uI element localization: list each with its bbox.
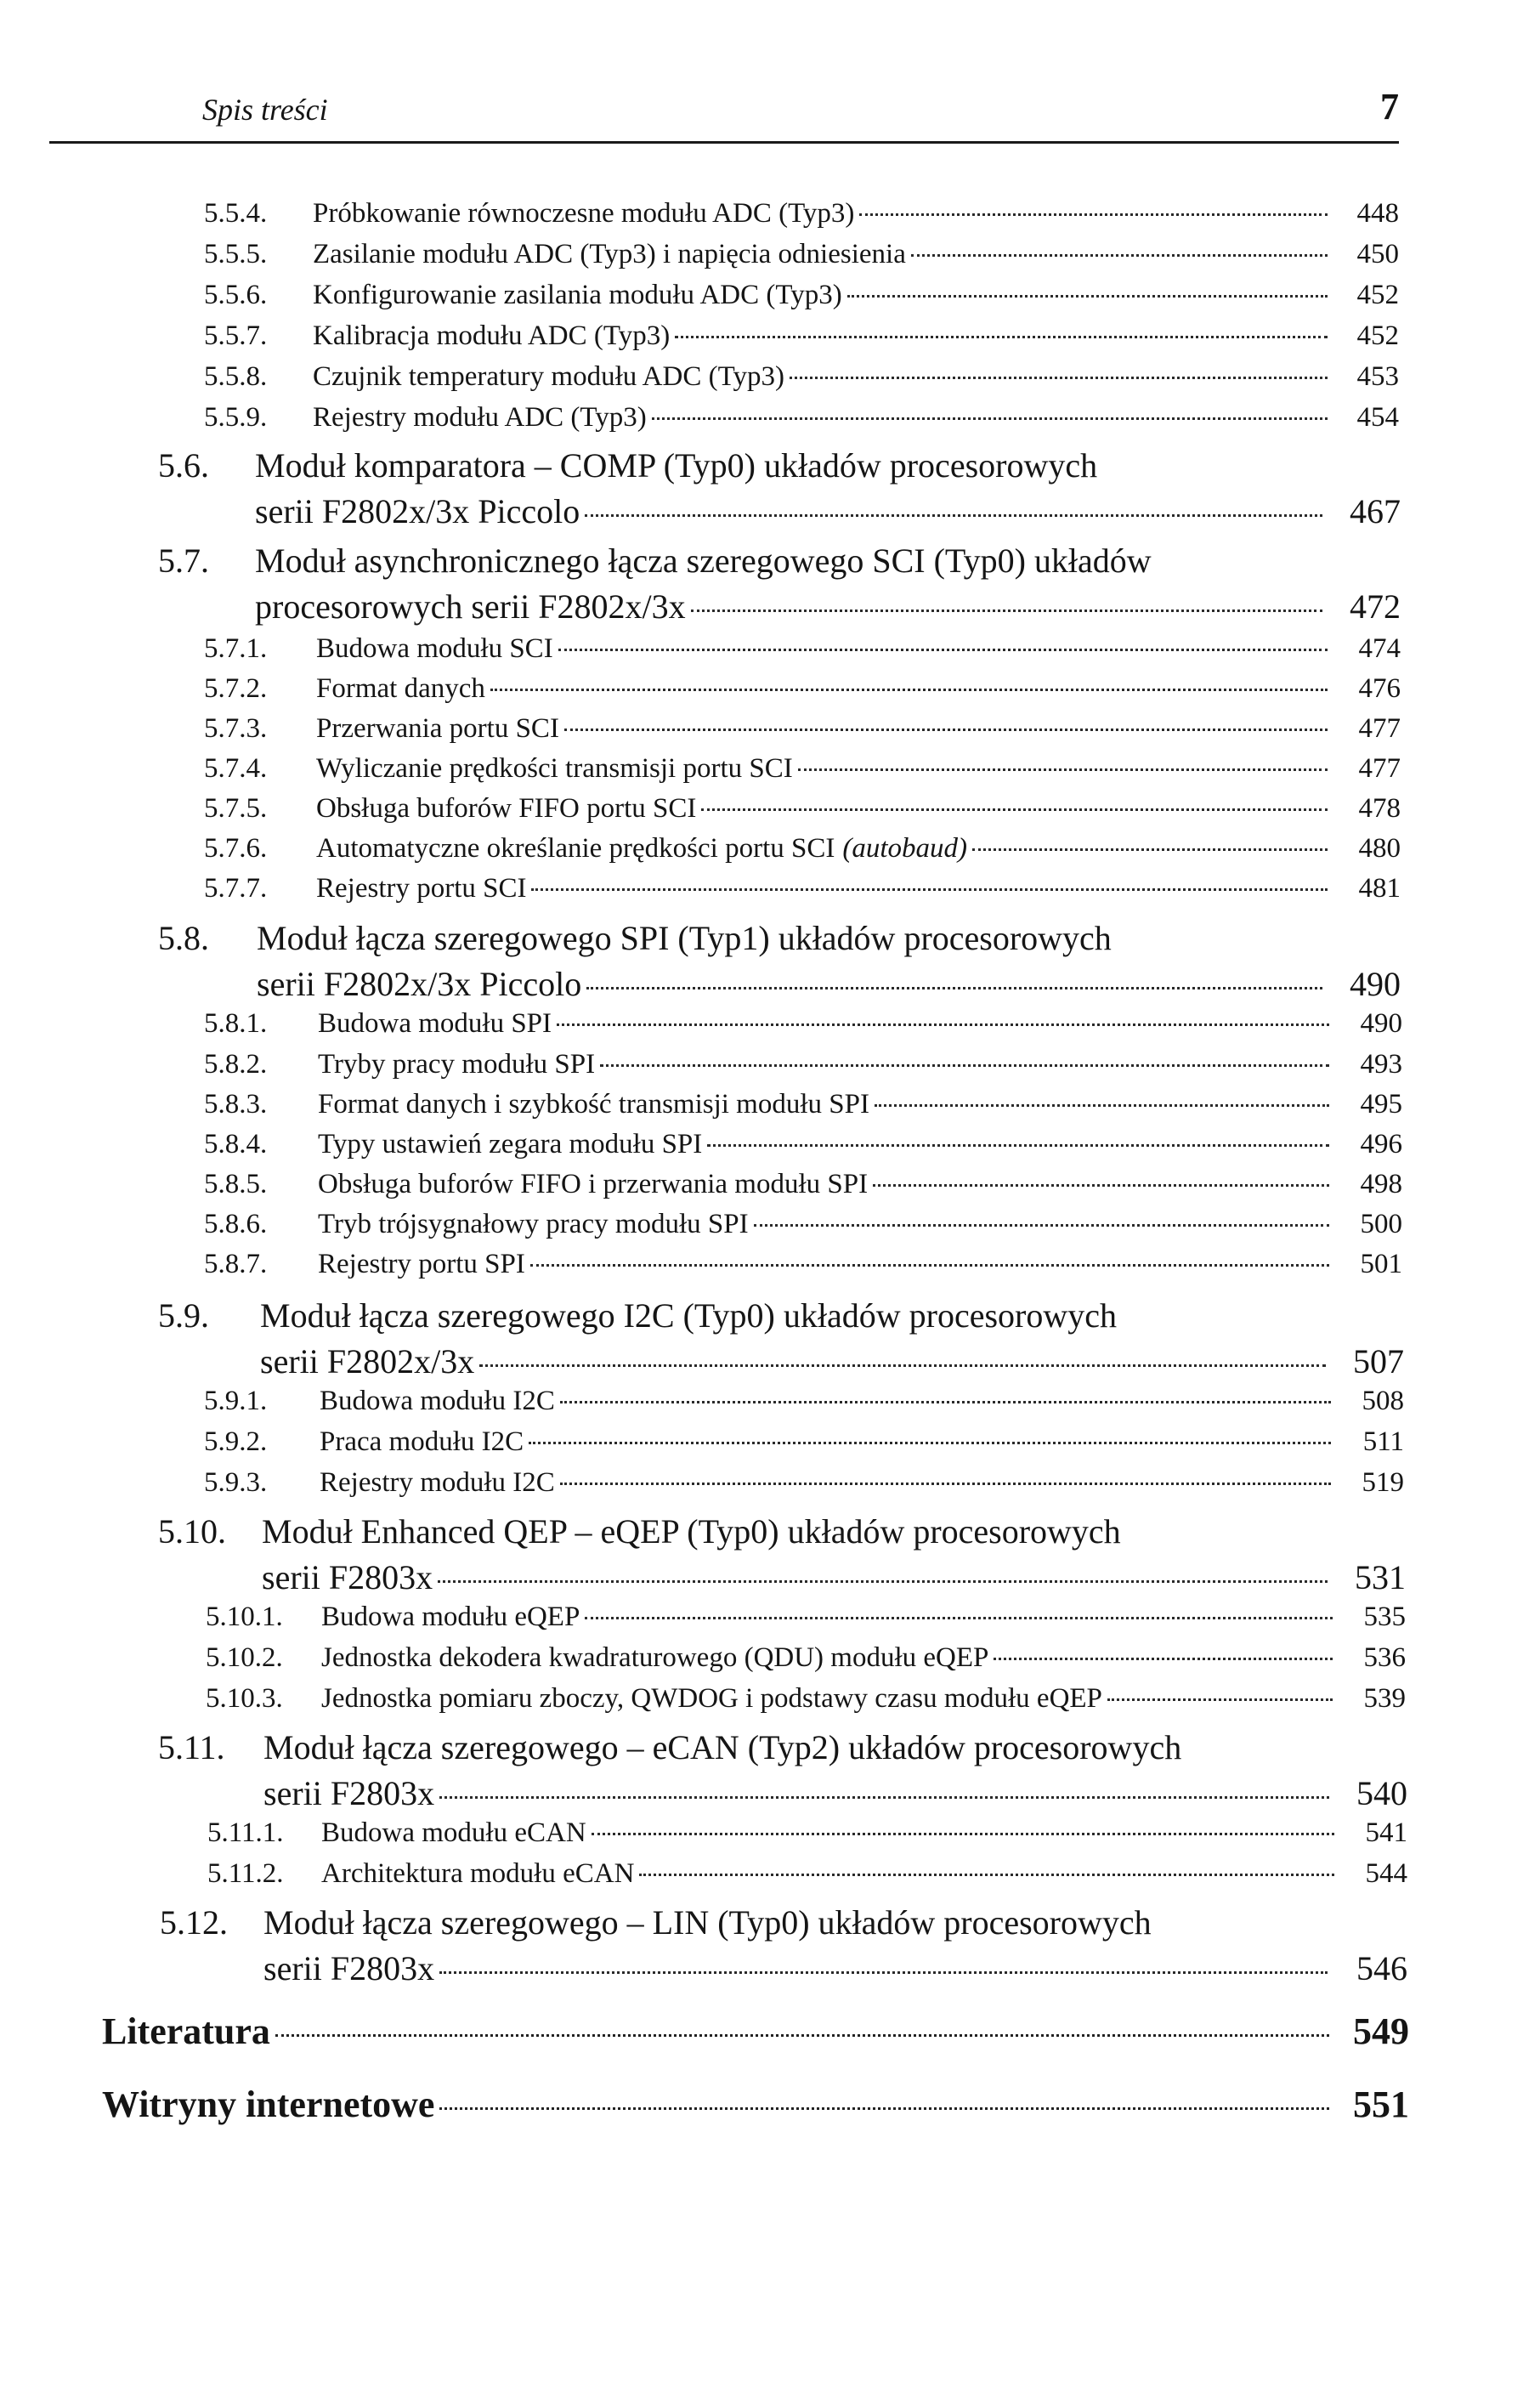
entry-number: 5.10.2.: [206, 1642, 283, 1673]
entry-number: 5.8.2.: [204, 1049, 268, 1080]
toc-entry-literatura[interactable]: [102, 2010, 1409, 2061]
dot-leader: [707, 1144, 1329, 1147]
toc-entry-5-9-2[interactable]: [204, 1426, 1404, 1464]
entry-page: 539: [1363, 1683, 1406, 1714]
toc-entry-5-8-5[interactable]: [204, 1169, 1402, 1206]
dot-leader: [754, 1224, 1329, 1227]
entry-title: Przerwania portu SCI: [316, 713, 559, 744]
entry-number: 5.7.2.: [204, 673, 268, 704]
toc-entry-5-8-1[interactable]: [204, 1008, 1402, 1046]
entry-number: 5.9.: [158, 1296, 209, 1335]
entry-number: 5.5.5.: [204, 239, 268, 269]
entry-title: Automatyczne określanie prędkości portu SCI: [316, 833, 835, 864]
toc-entry-witryny-internetowe[interactable]: [102, 2083, 1409, 2134]
dot-leader: [847, 295, 1328, 298]
dot-leader: [592, 1833, 1334, 1835]
dot-leader: [994, 1658, 1333, 1660]
entry-number: 5.8.4.: [204, 1129, 268, 1159]
entry-title-line-2: serii F2803x: [263, 1774, 435, 1812]
running-head: Spis treści: [202, 93, 328, 127]
entry-title: Rejestry portu SPI: [318, 1249, 525, 1279]
entry-title-line-2: serii F2802x/3x: [260, 1342, 475, 1381]
entry-page: 511: [1362, 1426, 1404, 1457]
entry-page: 452: [1356, 320, 1399, 351]
dot-leader: [859, 213, 1328, 216]
dot-leader: [530, 1264, 1329, 1267]
entry-page: 481: [1358, 873, 1401, 904]
entry-page: 474: [1358, 633, 1401, 664]
entry-page: 490: [1360, 1008, 1402, 1039]
toc-entry-5-10-3[interactable]: [206, 1683, 1406, 1721]
toc-entry-5-8-2[interactable]: [204, 1049, 1402, 1086]
dot-leader: [529, 1442, 1331, 1444]
entry-number: 5.8.1.: [204, 1008, 268, 1039]
entry-title: Budowa modułu eQEP: [321, 1602, 580, 1632]
entry-page: 500: [1360, 1209, 1402, 1239]
entry-page: 496: [1360, 1129, 1402, 1159]
entry-page: 450: [1356, 239, 1399, 269]
entry-title-line-2: procesorowych serii F2802x/3x: [255, 587, 686, 626]
entry-title-line-1: Moduł łącza szeregowego SPI (Typ1) układów procesorowych: [257, 919, 1112, 957]
dot-leader: [600, 1064, 1329, 1067]
entry-page: 546: [1356, 1949, 1407, 1987]
entry-title: Czujnik temperatury modułu ADC (Typ3): [313, 361, 784, 392]
dot-leader: [560, 1401, 1331, 1403]
entry-page: 544: [1365, 1858, 1407, 1889]
dot-leader: [652, 417, 1328, 420]
toc-entry-5-5-8[interactable]: [204, 361, 1399, 399]
entry-number: 5.5.7.: [204, 320, 268, 351]
toc-entry-5-11[interactable]: [158, 1727, 1407, 1821]
entry-title: Budowa modułu SCI: [316, 633, 553, 664]
dot-leader: [479, 1364, 1326, 1367]
dot-leader: [586, 987, 1322, 989]
dot-leader: [911, 254, 1328, 257]
toc-entry-5-12[interactable]: [160, 1902, 1407, 1996]
entry-page: 453: [1356, 361, 1399, 392]
entry-number: 5.7.3.: [204, 713, 268, 744]
entry-title: Obsługa buforów FIFO i przerwania modułu SPI: [318, 1169, 869, 1199]
entry-title-line-2: serii F2803x: [262, 1558, 433, 1596]
toc-entry-5-7-5[interactable]: [204, 793, 1401, 831]
entry-number: 5.8.3.: [204, 1089, 268, 1120]
entry-page: 493: [1360, 1049, 1402, 1080]
entry-title: Budowa modułu SPI: [318, 1008, 552, 1039]
entry-title: Jednostka dekodera kwadraturowego (QDU) modułu eQEP: [321, 1642, 989, 1673]
dot-leader: [675, 336, 1328, 338]
entry-page: 495: [1360, 1089, 1402, 1120]
entry-page: 477: [1358, 753, 1401, 784]
toc-entry-5-11-2[interactable]: [207, 1858, 1407, 1896]
entry-title: Format danych: [316, 673, 485, 704]
entry-number: 5.7.6.: [204, 833, 268, 864]
entry-page: 508: [1362, 1386, 1404, 1416]
entry-page: 549: [1353, 2010, 1409, 2052]
entry-title: Literatura: [102, 2010, 270, 2052]
toc-entry-5-8-3[interactable]: [204, 1089, 1402, 1126]
toc-entry-5-6[interactable]: [158, 445, 1401, 539]
dot-leader: [798, 768, 1328, 771]
entry-title: Budowa modułu I2C: [320, 1386, 555, 1416]
entry-page: 467: [1350, 492, 1401, 530]
dot-leader: [701, 808, 1328, 811]
entry-title: Witryny internetowe: [102, 2084, 435, 2125]
entry-number: 5.11.: [158, 1728, 225, 1766]
entry-title: Praca modułu I2C: [320, 1426, 524, 1457]
entry-title-line-2: serii F2802x/3x Piccolo: [255, 492, 580, 530]
entry-number: 5.7.: [158, 541, 209, 580]
entry-title-line-1: Moduł Enhanced QEP – eQEP (Typ0) układów procesorowych: [262, 1512, 1121, 1551]
toc-entry-5-5-9[interactable]: [204, 402, 1399, 439]
dot-leader: [275, 2034, 1329, 2037]
entry-title-line-1: Moduł łącza szeregowego – LIN (Typ0) układów procesorowych: [263, 1903, 1152, 1942]
entry-number: 5.7.4.: [204, 753, 268, 784]
entry-title: Tryby pracy modułu SPI: [318, 1049, 596, 1080]
entry-title-line-2: serii F2802x/3x Piccolo: [257, 965, 582, 1003]
entry-number: 5.9.3.: [204, 1467, 268, 1498]
dot-leader: [972, 848, 1328, 851]
entry-page: 519: [1362, 1467, 1404, 1498]
entry-number: 5.9.1.: [204, 1386, 268, 1416]
entry-title: Rejestry modułu ADC (Typ3): [313, 402, 647, 433]
entry-title: Wyliczanie prędkości transmisji portu SCI: [316, 753, 793, 784]
toc-entry-5-10[interactable]: [158, 1511, 1406, 1605]
entry-page: 540: [1356, 1774, 1407, 1812]
toc-entry-5-7-3[interactable]: [204, 713, 1401, 751]
toc-entry-5-7-1[interactable]: [204, 633, 1401, 671]
entry-page: 531: [1355, 1558, 1406, 1596]
entry-page: 448: [1356, 198, 1399, 229]
dot-leader: [691, 610, 1322, 612]
entry-number: 5.7.5.: [204, 793, 268, 824]
dot-leader: [531, 888, 1328, 891]
toc-entry-5-11-1[interactable]: [207, 1817, 1407, 1855]
entry-title: Rejestry modułu I2C: [320, 1467, 555, 1498]
dot-leader: [1107, 1698, 1333, 1701]
toc-entry-5-7[interactable]: [158, 541, 1401, 634]
dot-leader: [560, 1483, 1331, 1485]
entry-number: 5.8.5.: [204, 1169, 268, 1199]
dot-leader: [564, 729, 1328, 731]
entry-number: 5.10.3.: [206, 1683, 283, 1714]
entry-title: Obsługa buforów FIFO portu SCI: [316, 793, 697, 824]
toc-entry-5-9-3[interactable]: [204, 1467, 1404, 1505]
toc-entry-5-7-4[interactable]: [204, 753, 1401, 791]
entry-title: Typy ustawień zegara modułu SPI: [318, 1129, 703, 1159]
entry-page: 472: [1350, 587, 1401, 626]
toc-entry-5-7-2[interactable]: [204, 673, 1401, 711]
entry-number: 5.5.4.: [204, 198, 268, 229]
entry-title-line-1: Moduł łącza szeregowego – eCAN (Typ2) układów procesorowych: [263, 1728, 1182, 1766]
toc-entry-5-5-5[interactable]: [204, 239, 1399, 276]
entry-number: 5.8.7.: [204, 1249, 268, 1279]
entry-title-line-1: Moduł asynchronicznego łącza szeregowego SCI (Typ0) układów: [255, 541, 1152, 580]
entry-page: 476: [1358, 673, 1401, 704]
toc-entry-5-5-6[interactable]: [204, 280, 1399, 317]
dot-leader: [790, 377, 1328, 379]
entry-number: 5.8.6.: [204, 1209, 268, 1239]
entry-title: Architektura modułu eCAN: [321, 1858, 635, 1889]
entry-number: 5.8.: [158, 919, 209, 957]
entry-page: 490: [1350, 965, 1401, 1003]
entry-title-line-1: Moduł komparatora – COMP (Typ0) układów procesorowych: [255, 446, 1098, 485]
dot-leader: [558, 649, 1328, 651]
toc-entry-5-10-2[interactable]: [206, 1642, 1406, 1680]
entry-page: 498: [1360, 1169, 1402, 1199]
dot-leader: [873, 1184, 1329, 1187]
dot-leader: [439, 1796, 1329, 1799]
toc-entry-5-8[interactable]: [158, 918, 1401, 1012]
toc-entry-5-8-6[interactable]: [204, 1209, 1402, 1246]
entry-title: Konfigurowanie zasilania modułu ADC (Typ3): [313, 280, 842, 310]
entry-page: 541: [1365, 1817, 1407, 1848]
dot-leader: [438, 1580, 1328, 1583]
entry-page: 480: [1358, 833, 1401, 864]
toc-entry-5-10-1[interactable]: [206, 1602, 1406, 1639]
entry-page: 536: [1363, 1642, 1406, 1673]
entry-page: 501: [1360, 1249, 1402, 1279]
entry-number: 5.12.: [160, 1903, 228, 1942]
entry-number: 5.5.8.: [204, 361, 268, 392]
entry-title-italic: (autobaud): [842, 833, 967, 864]
toc-entry-5-5-7[interactable]: [204, 320, 1399, 358]
toc-entry-5-5-4[interactable]: [204, 198, 1399, 235]
dot-leader: [585, 1617, 1333, 1619]
entry-title: Kalibracja modułu ADC (Typ3): [313, 320, 671, 351]
entry-page: 454: [1356, 402, 1399, 433]
entry-page: 507: [1353, 1342, 1404, 1381]
entry-page: 551: [1353, 2084, 1409, 2125]
entry-title: Tryb trójsygnałowy pracy modułu SPI: [318, 1209, 749, 1239]
dot-leader: [557, 1023, 1329, 1026]
dot-leader: [585, 514, 1322, 517]
entry-title: Zasilanie modułu ADC (Typ3) i napięcia odniesienia: [313, 239, 906, 269]
dot-leader: [490, 689, 1328, 691]
entry-title: Próbkowanie równoczesne modułu ADC (Typ3): [313, 198, 855, 229]
entry-title-line-1: Moduł łącza szeregowego I2C (Typ0) układów procesorowych: [260, 1296, 1117, 1335]
entry-page: 535: [1363, 1602, 1406, 1632]
entry-title: Budowa modułu eCAN: [321, 1817, 586, 1848]
entry-number: 5.5.6.: [204, 280, 268, 310]
entry-number: 5.10.1.: [206, 1602, 283, 1632]
entry-number: 5.10.: [158, 1512, 226, 1551]
entry-page: 478: [1358, 793, 1401, 824]
entry-number: 5.6.: [158, 446, 209, 485]
entry-number: 5.9.2.: [204, 1426, 268, 1457]
toc-entry-5-8-4[interactable]: [204, 1129, 1402, 1166]
entry-number: 5.5.9.: [204, 402, 268, 433]
toc-entry-5-7-7[interactable]: [204, 873, 1401, 910]
dot-leader: [439, 2107, 1329, 2110]
entry-number: 5.11.2.: [207, 1858, 284, 1889]
dot-leader: [439, 1971, 1328, 1974]
entry-title: Jednostka pomiaru zboczy, QWDOG i podstawy czasu modułu eQEP: [321, 1683, 1102, 1714]
entry-page: 477: [1358, 713, 1401, 744]
toc-entry-5-9[interactable]: [158, 1296, 1404, 1389]
entry-number: 5.7.7.: [204, 873, 268, 904]
entry-title-line-2: serii F2803x: [263, 1949, 435, 1987]
toc-entry-5-9-1[interactable]: [204, 1386, 1404, 1423]
entry-number: 5.7.1.: [204, 633, 268, 664]
entry-number: 5.11.1.: [207, 1817, 284, 1848]
dot-leader: [639, 1874, 1334, 1876]
entry-page: 452: [1356, 280, 1399, 310]
entry-title: Format danych i szybkość transmisji modułu SPI: [318, 1089, 869, 1120]
toc-entry-5-8-7[interactable]: [204, 1249, 1402, 1286]
dot-leader: [875, 1104, 1329, 1107]
toc-entry-5-7-6[interactable]: [204, 833, 1401, 870]
page-number: 7: [1380, 86, 1399, 128]
entry-title: Rejestry portu SCI: [316, 873, 527, 904]
